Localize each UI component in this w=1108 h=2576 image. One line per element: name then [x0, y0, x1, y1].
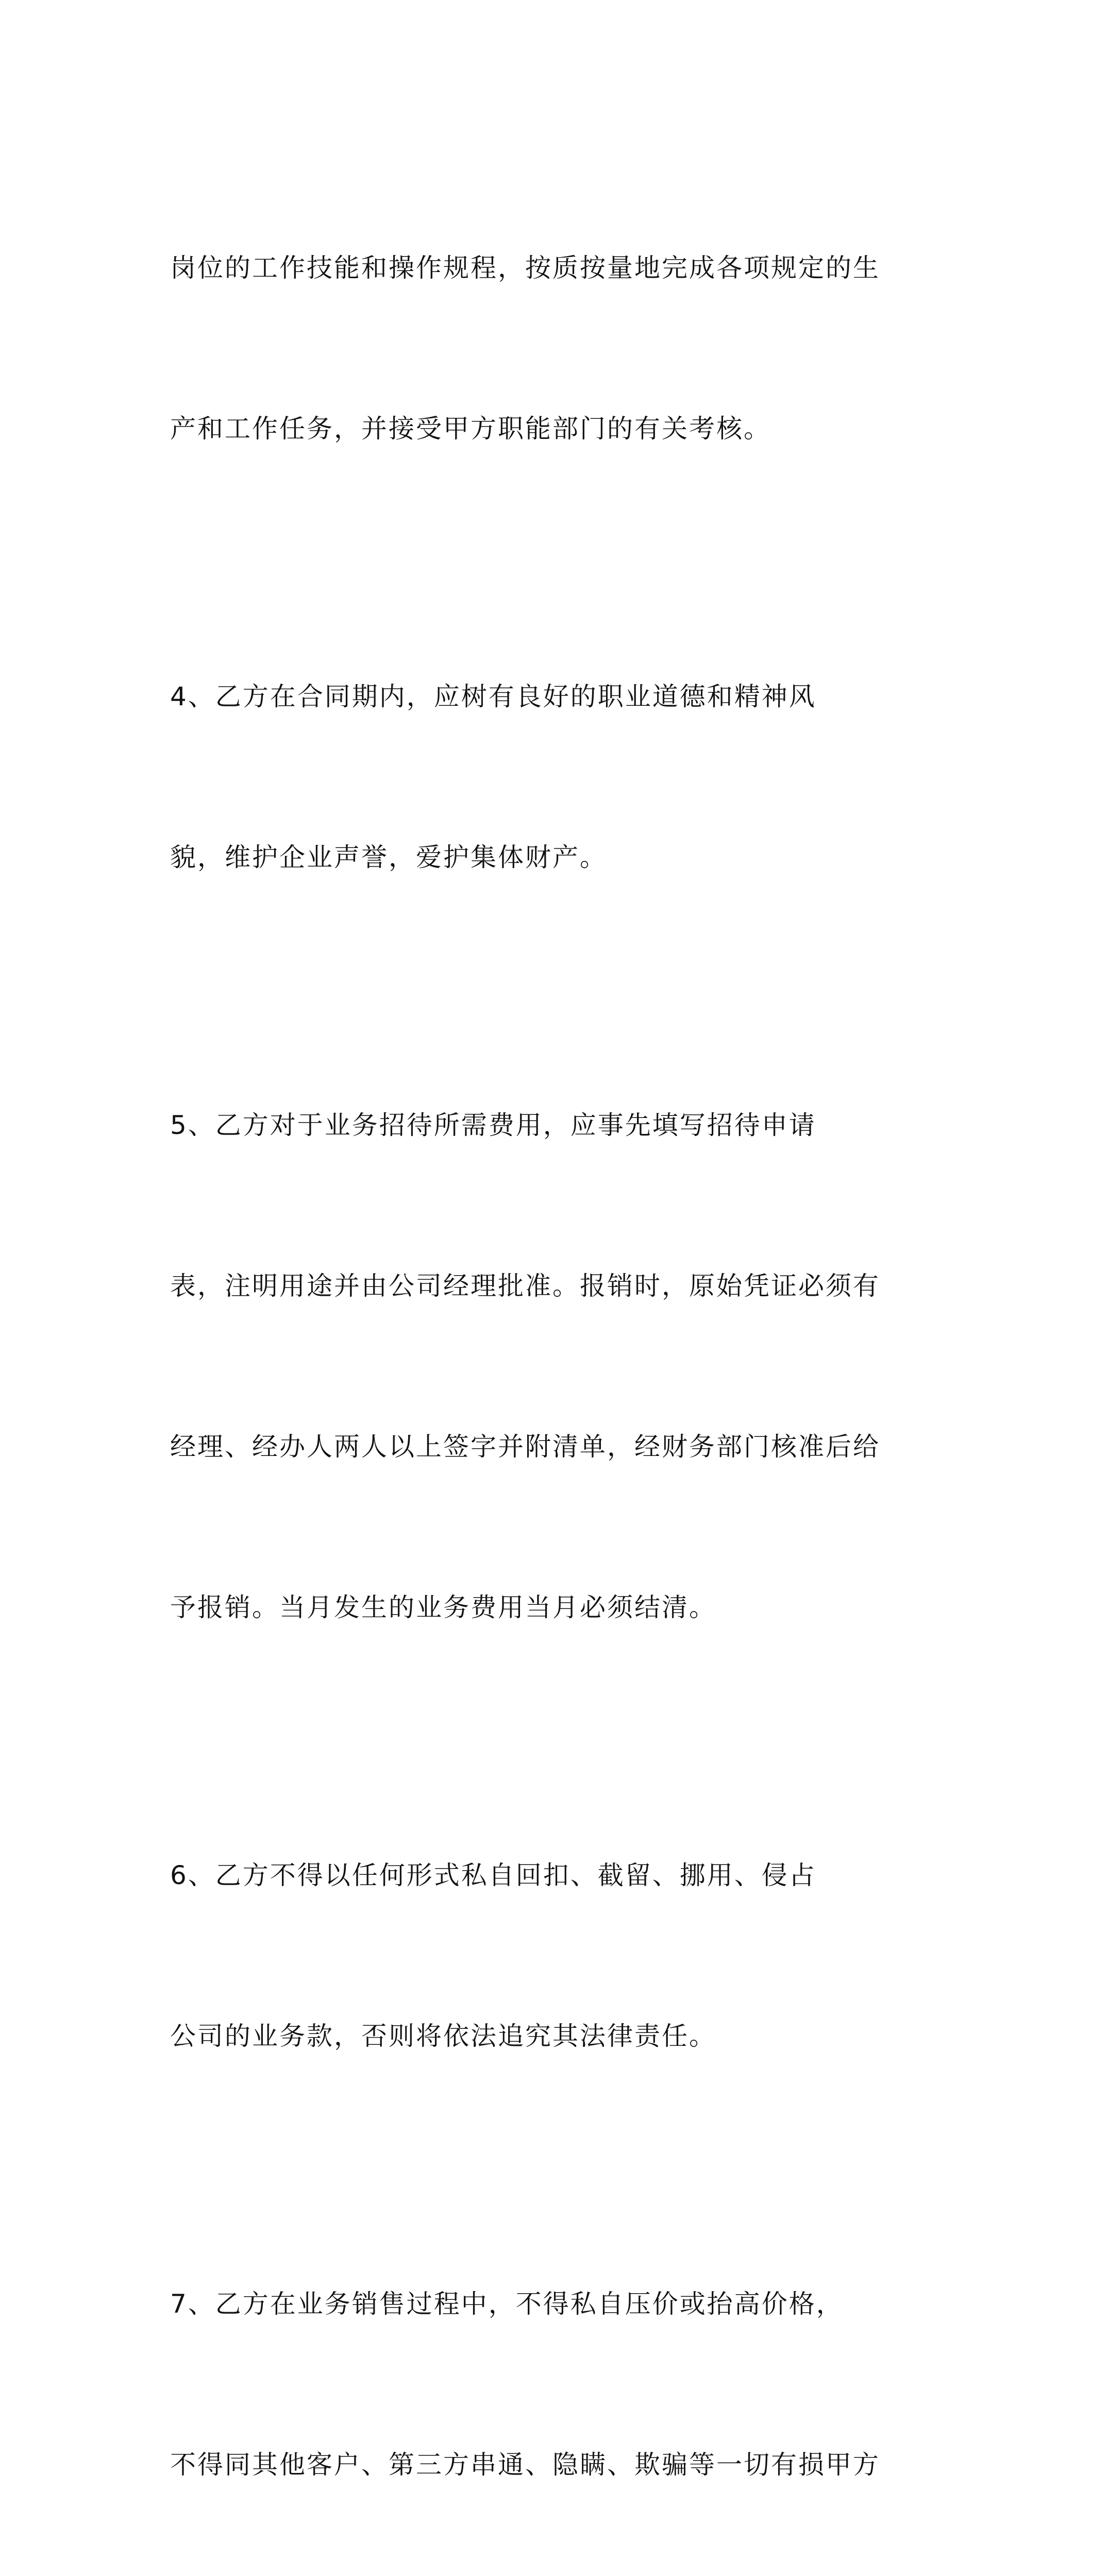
paragraph-clause-5	[170, 991, 974, 1741]
text-line: 经理、经办人两人以上签字并附清单，经财务部门核准后给	[170, 1432, 880, 1462]
paragraph-clause-4	[170, 563, 974, 991]
text-line: 公司的业务款，否则将依法追究其法律责任。	[170, 2021, 716, 2051]
text-line: 4、乙方在合同期内，应树有良好的职业道德和精神风	[170, 682, 816, 711]
text-line: 5、乙方对于业务招待所需费用，应事先填写招待申请	[170, 1110, 816, 1140]
text-line: 貌，维护企业声誉，爱护集体财产。	[170, 842, 607, 872]
text-line: 岗位的工作技能和操作规程，按质按量地完成各项规定的生	[170, 253, 880, 283]
paragraph-clause-7	[170, 2170, 974, 2576]
paragraph-job-skills	[170, 134, 974, 563]
paragraph-clause-6	[170, 1741, 974, 2170]
text-line: 产和工作任务，并接受甲方职能部门的有关考核。	[170, 414, 771, 444]
text-line: 不得同其他客户、第三方串通、隐瞒、欺骗等一切有损甲方	[170, 2450, 880, 2480]
text-line: 6、乙方不得以任何形式私自回扣、截留、挪用、侵占	[170, 1860, 816, 1890]
text-line: 予报销。当月发生的业务费用当月必须结清。	[170, 1592, 716, 1622]
document-body	[170, 134, 974, 2576]
text-line: 7、乙方在业务销售过程中，不得私自压价或抬高价格，	[170, 2289, 844, 2319]
text-line: 表，注明用途并由公司经理批准。报销时，原始凭证必须有	[170, 1271, 880, 1301]
